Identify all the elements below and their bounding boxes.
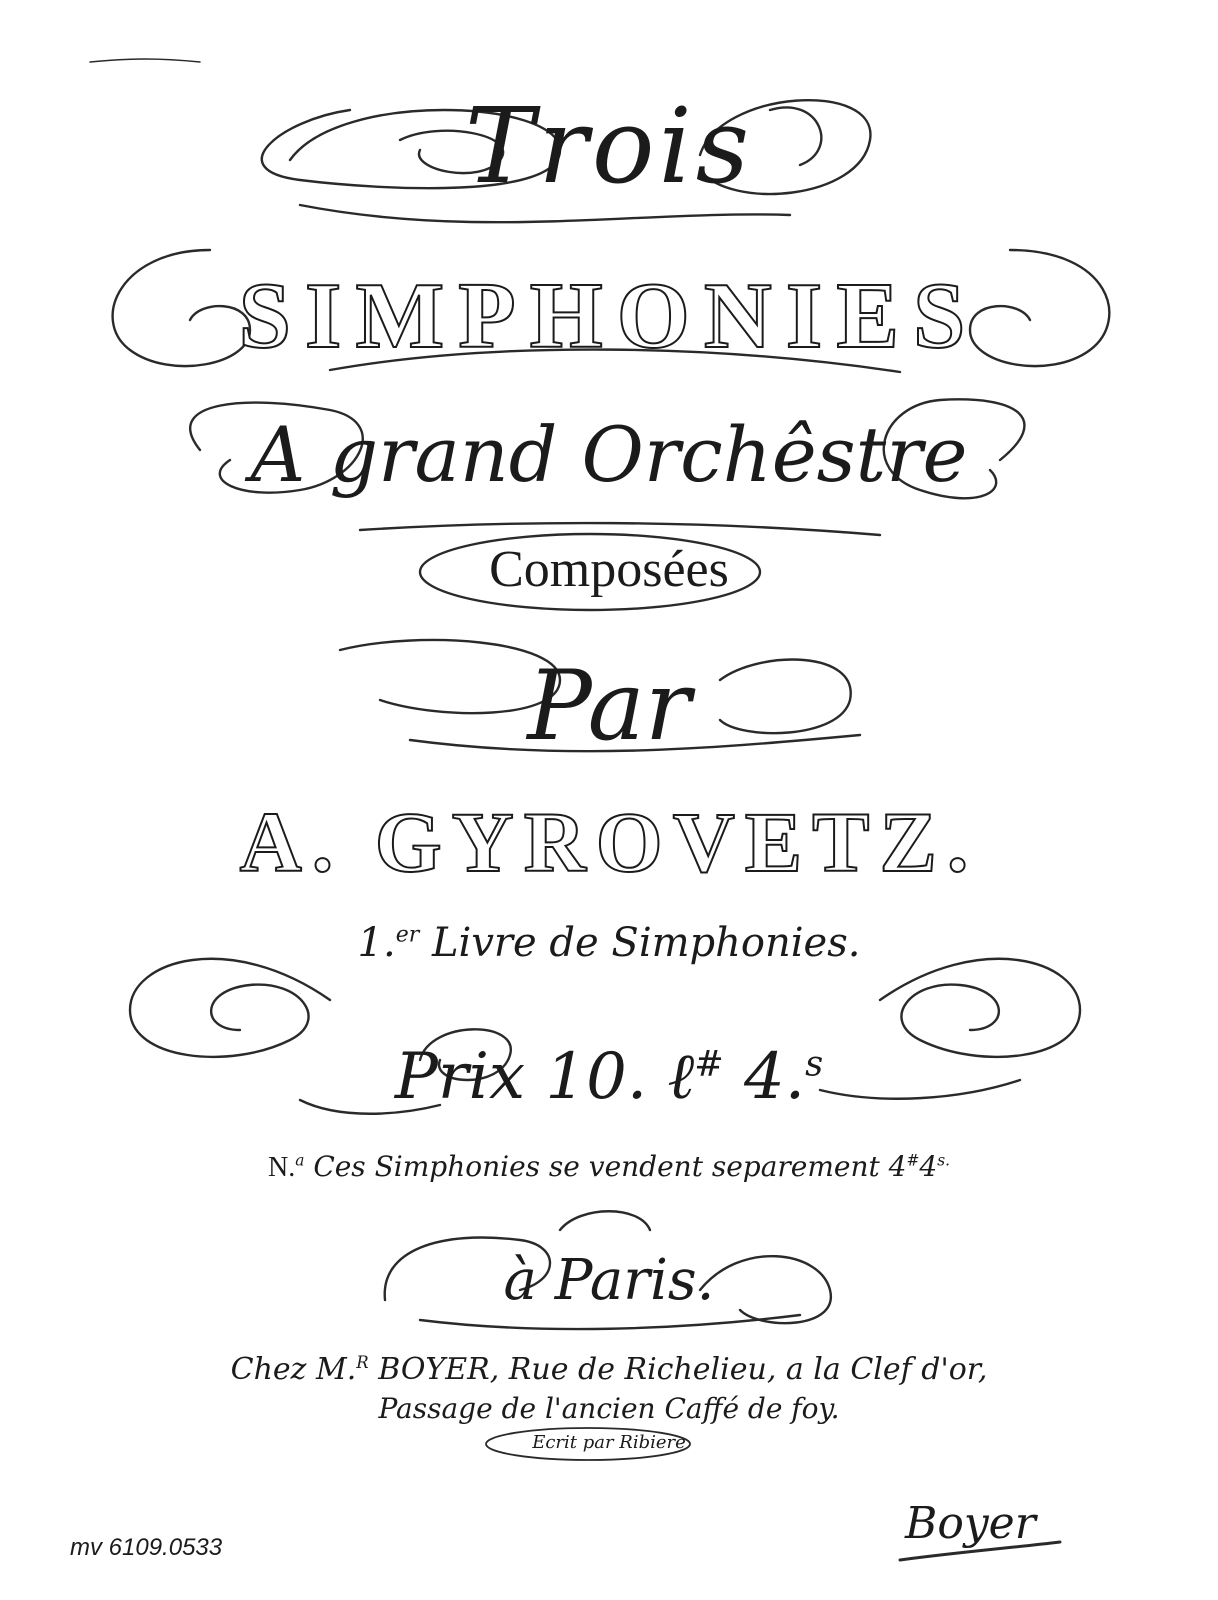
separate-sale-note — [0, 1150, 1218, 1184]
title-trois: Trois — [464, 85, 754, 207]
price-livres: ℓ — [667, 1040, 695, 1114]
publisher-prefix-sup: R — [356, 1353, 369, 1372]
note-text: Ces Simphonies se vendent separement 4 — [313, 1150, 907, 1183]
subtitle-number: 1. — [357, 920, 396, 966]
title-simphonies: SIMPHONIES — [238, 264, 980, 368]
note-livres-sup: # — [906, 1151, 920, 1170]
handwritten-signature: Boyer — [905, 1498, 1036, 1549]
note-abbrev-sup: a — [295, 1151, 305, 1170]
subtitle-text: Livre de Simphonies. — [431, 920, 861, 966]
title-par: Par — [527, 650, 691, 762]
subtitle-number-sup: er — [395, 922, 420, 948]
price-sols-sup: s — [805, 1043, 824, 1085]
publisher-prefix: Chez M. — [230, 1352, 357, 1387]
note-sols: 4 — [919, 1150, 938, 1183]
price-label: Prix — [394, 1040, 526, 1114]
flourish-orchestre-under — [360, 523, 880, 535]
top-edge-mark — [90, 59, 200, 62]
price-amount: 10. — [545, 1040, 648, 1114]
shelfmark-annotation: mv 6109.0533 — [70, 1534, 223, 1561]
composer-name: A. GYROVETZ. — [239, 794, 979, 890]
flourish-paris-under — [420, 1315, 800, 1329]
price-line — [0, 1040, 1218, 1114]
title-composees: Composées — [489, 541, 729, 598]
price-sols: 4. — [744, 1040, 806, 1114]
title-a-grand-orchestre: A grand Orchêstre — [250, 410, 968, 499]
publisher-line-2: Passage de l'ancien Caffé de foy. — [378, 1392, 840, 1425]
note-sols-sup: s. — [937, 1151, 951, 1170]
publisher-line-1 — [0, 1352, 1218, 1387]
price-livres-sup: # — [694, 1043, 724, 1085]
flourish-paris-top — [560, 1211, 650, 1230]
engraver-credit: Ecrit par Ribiere — [532, 1432, 686, 1453]
note-abbrev: N. — [267, 1152, 296, 1183]
subtitle-livre — [0, 920, 1218, 966]
place-paris: à Paris. — [503, 1248, 715, 1313]
publisher-address: BOYER, Rue de Richelieu, a la Clef d'or, — [378, 1352, 988, 1387]
flourish-trois-tail — [300, 205, 790, 222]
